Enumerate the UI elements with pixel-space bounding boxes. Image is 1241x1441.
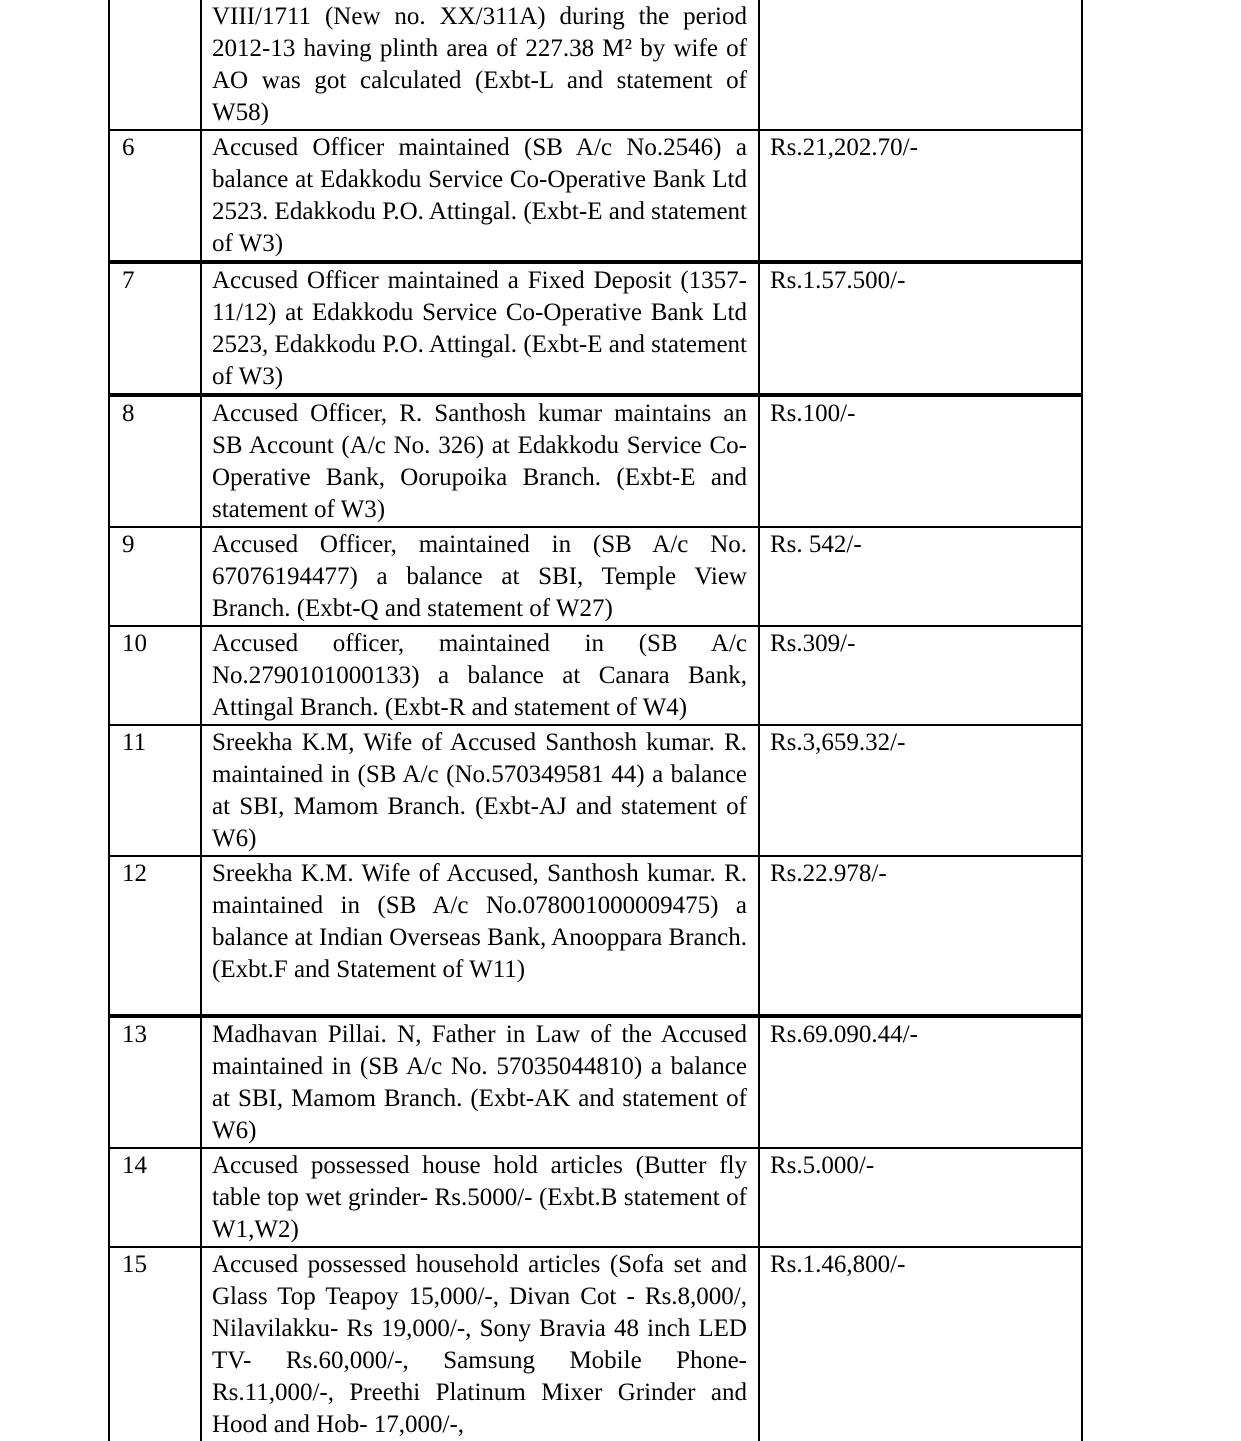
description-cell: Accused Officer, R. Santhosh kumar maintains an SB Account (A/c No. 326) at Edakkodu Service Co- Operative Bank, Oorupoika Branch. (Exbt-E and statement of W3) (201, 395, 759, 527)
description-cell: Sreekha K.M, Wife of Accused Santhosh kumar. R. maintained in (SB A/c (No.570349581 44) a balance at SBI, Mamom Branch. (Exbt-AJ and statement of W6) (201, 725, 759, 856)
amount-cell (759, 0, 1082, 130)
serial-cell: 6 (109, 130, 201, 262)
table-row (109, 1148, 1082, 1247)
serial-cell: 15 (109, 1247, 201, 1441)
amount-cell: Rs.5.000/- (759, 1148, 1082, 1247)
table-row (109, 0, 1082, 130)
description-cell: Madhavan Pillai. N, Father in Law of the Accused maintained in (SB A/c No. 57035044810) a balance at SBI, Mamom Branch. (Exbt-AK and statement of W6) (201, 1016, 759, 1148)
description-cell: VIII/1711 (New no. XX/311A) during the period 2012-13 having plinth area of 227.38 M² by wife of AO was got calculated (Exbt-L and statement of W58) (201, 0, 759, 130)
table-row (109, 527, 1082, 626)
serial-cell: 7 (109, 262, 201, 395)
table-row (109, 1247, 1082, 1441)
description-cell: Accused possessed household articles (Sofa set and Glass Top Teapoy 15,000/-, Divan Cot - Rs.8,000/, Nilavilakku- Rs 19,000/-, Sony Bravia 48 inch LED TV- Rs.60,000/-, Samsung Mobile Phone- Rs.11,000/-, Preethi Platinum Mixer Grinder and Hood and Hob- 17,000/-, (201, 1247, 759, 1441)
amount-cell: Rs.100/- (759, 395, 1082, 527)
serial-cell: 12 (109, 856, 201, 1016)
description-cell: Accused Officer, maintained in (SB A/c No. 67076194477) a balance at SBI, Temple View Branch. (Exbt-Q and statement of W27) (201, 527, 759, 626)
table-row (109, 1016, 1082, 1148)
description-cell: Accused Officer maintained a Fixed Deposit (1357-11/12) at Edakkodu Service Co-Operative Bank Ltd 2523, Edakkodu P.O. Attingal. (Exbt-E and statement of W3) (201, 262, 759, 395)
table-row (109, 262, 1082, 395)
serial-cell: 11 (109, 725, 201, 856)
table-row (109, 725, 1082, 856)
table-row (109, 130, 1082, 262)
serial-cell: 8 (109, 395, 201, 527)
description-cell: Accused Officer maintained (SB A/c No.2546) a balance at Edakkodu Service Co-Operative Bank Ltd 2523. Edakkodu P.O. Attingal. (Exbt-E and statement of W3) (201, 130, 759, 262)
serial-cell: 10 (109, 626, 201, 725)
amount-cell: Rs.21,202.70/- (759, 130, 1082, 262)
serial-cell: 9 (109, 527, 201, 626)
description-cell: Accused possessed house hold articles (Butter fly table top wet grinder- Rs.5000/- (Exbt.B statement of W1,W2) (201, 1148, 759, 1247)
amount-cell: Rs.1.46,800/- (759, 1247, 1082, 1441)
serial-cell (109, 0, 201, 130)
amount-cell: Rs.309/- (759, 626, 1082, 725)
serial-cell: 14 (109, 1148, 201, 1247)
amount-cell: Rs. 542/- (759, 527, 1082, 626)
amount-cell: Rs.69.090.44/- (759, 1016, 1082, 1148)
serial-cell: 13 (109, 1016, 201, 1148)
description-cell: Accused officer, maintained in (SB A/c No.2790101000133) a balance at Canara Bank, Attingal Branch. (Exbt-R and statement of W4) (201, 626, 759, 725)
amount-cell: Rs.3,659.32/- (759, 725, 1082, 856)
amount-cell: Rs.1.57.500/- (759, 262, 1082, 395)
amount-cell: Rs.22.978/- (759, 856, 1082, 1016)
table-row (109, 395, 1082, 527)
table-row (109, 856, 1082, 1016)
description-cell: Sreekha K.M. Wife of Accused, Santhosh kumar. R. maintained in (SB A/c No.078001000009475) a balance at Indian Overseas Bank, Anooppara Branch. (Exbt.F and Statement of W11) (201, 856, 759, 1016)
table-row (109, 626, 1082, 725)
assets-table (108, 0, 1083, 1441)
